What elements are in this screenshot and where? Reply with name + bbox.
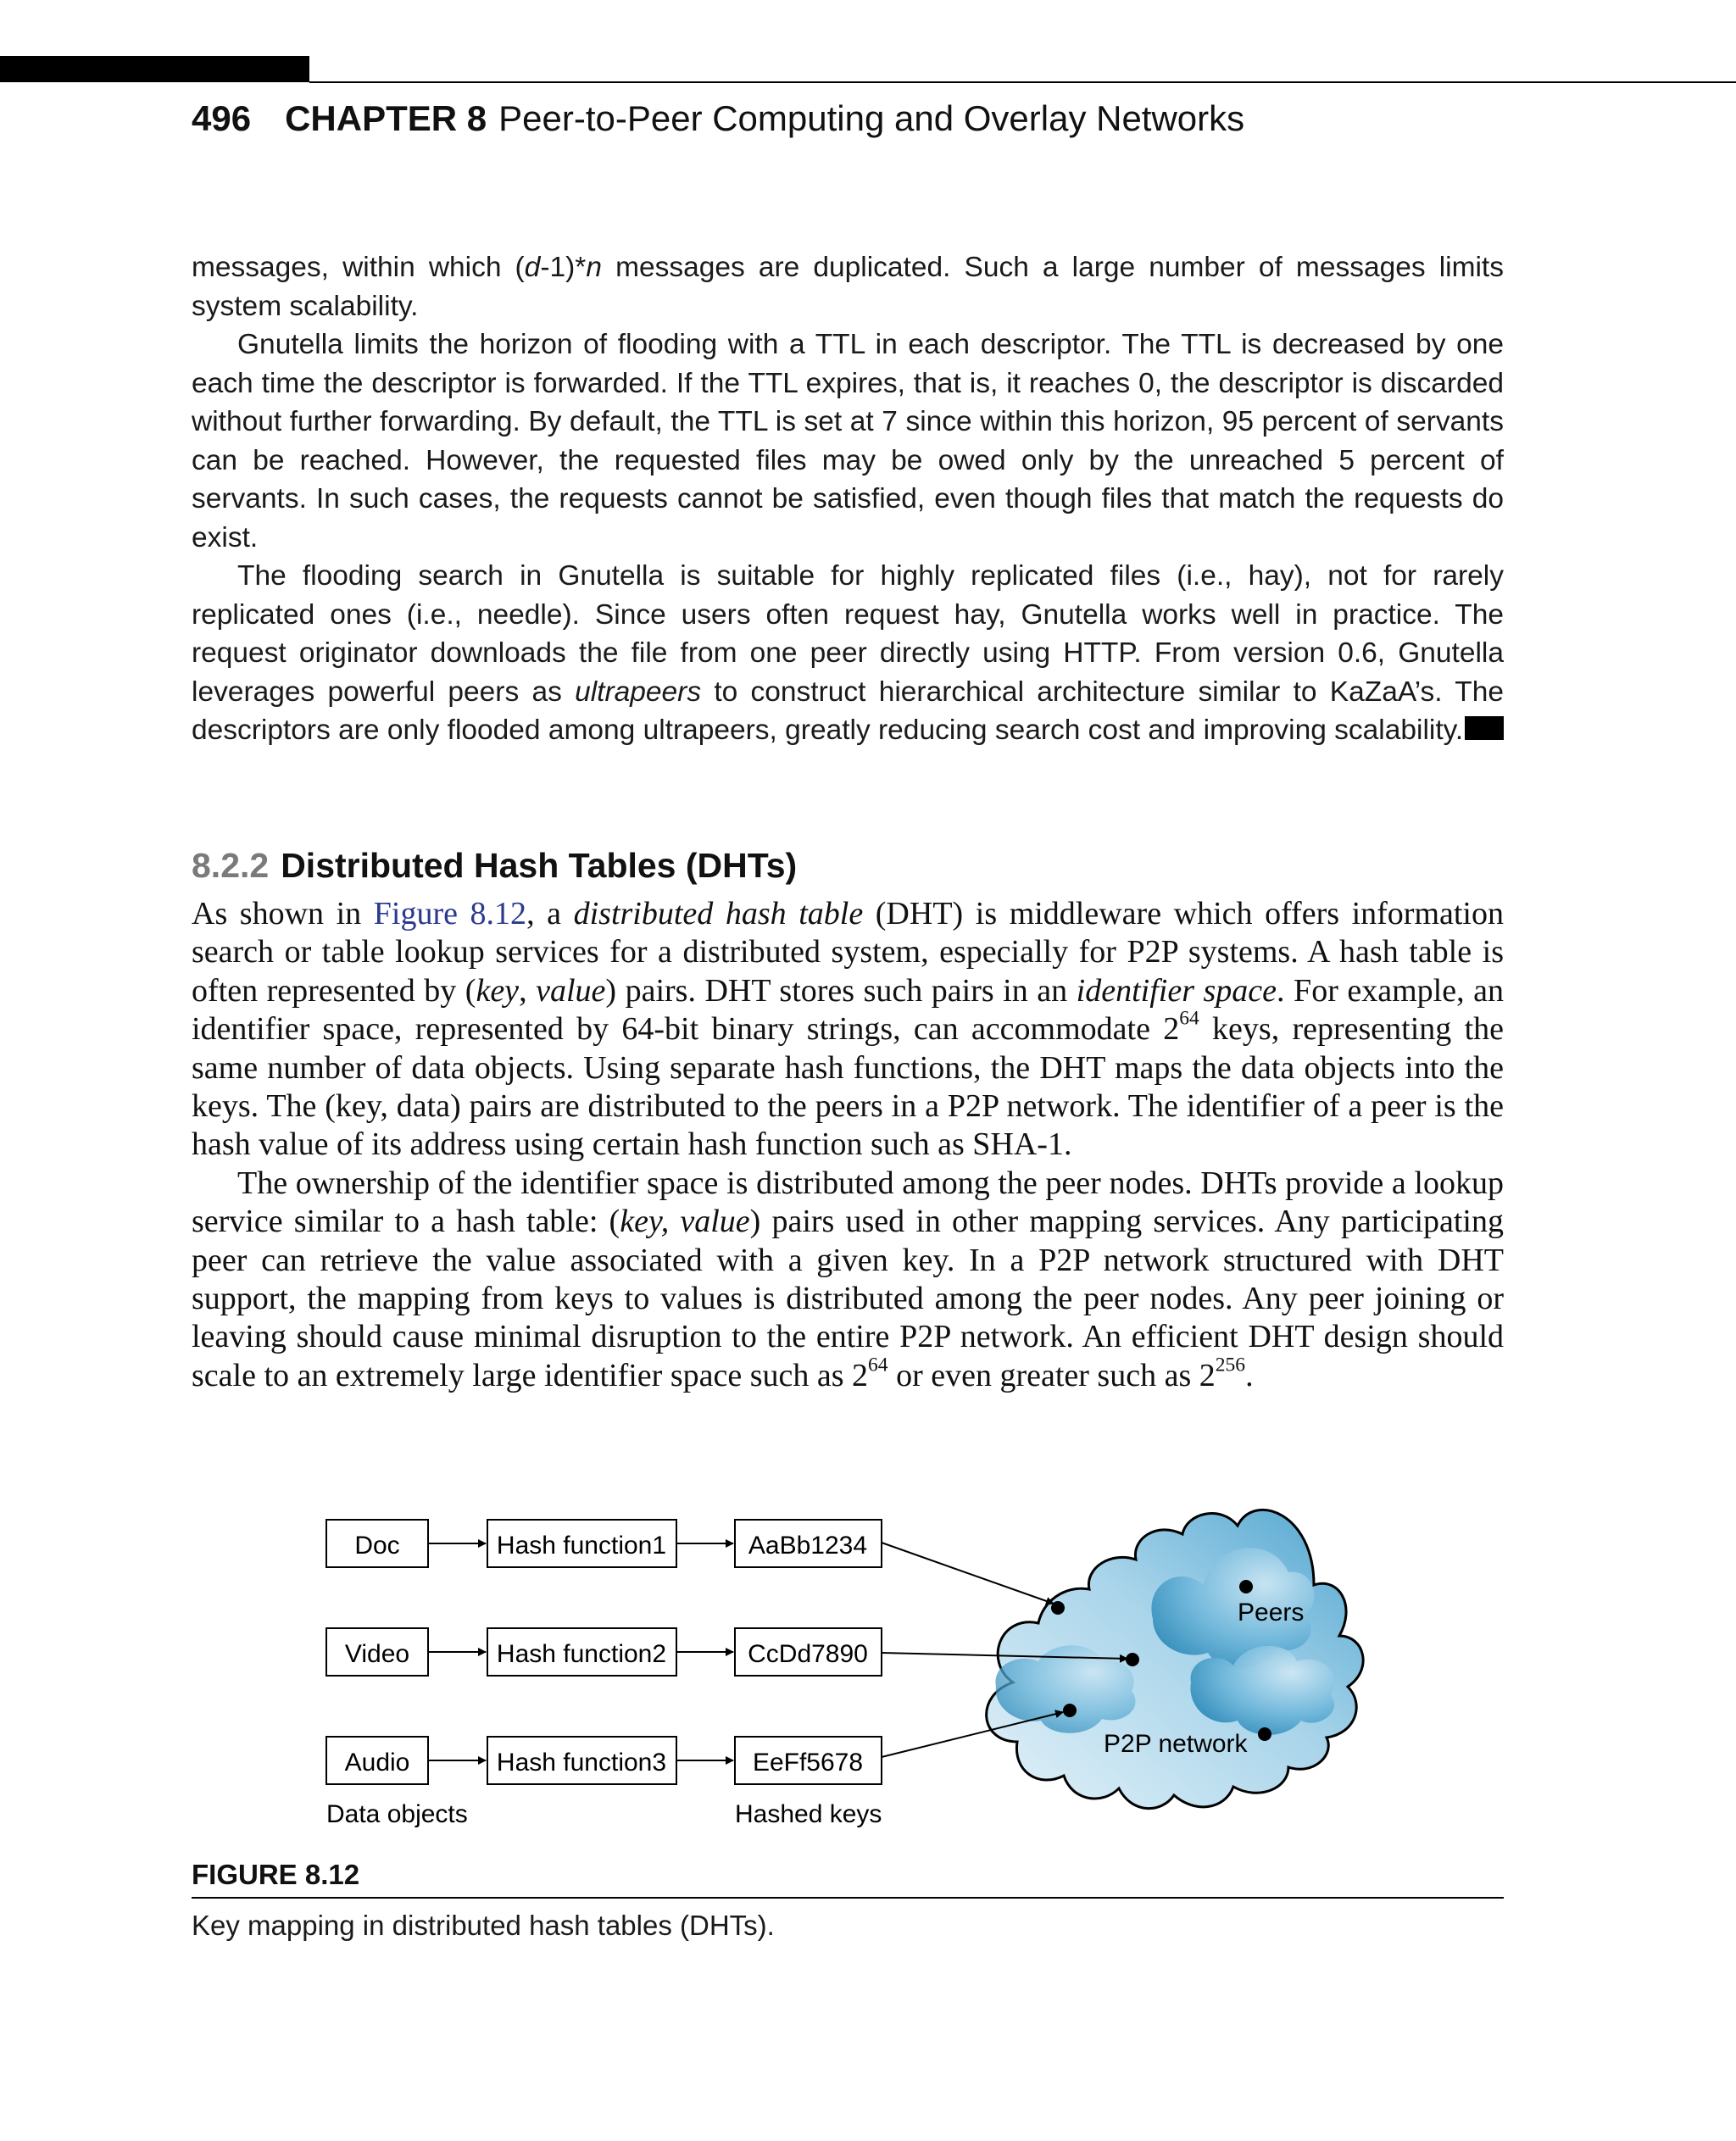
header-black-bar (0, 56, 309, 82)
chapter-title: Peer-to-Peer Computing and Overlay Networks (498, 98, 1245, 138)
peer-dot (1258, 1727, 1271, 1741)
emphasis-identifier-space: identifier space (1076, 972, 1277, 1009)
label-key-1: AaBb1234 (748, 1532, 868, 1560)
label-video: Video (344, 1640, 410, 1668)
label-audio: Audio (344, 1749, 410, 1777)
intro-paragraph-2: Gnutella limits the horizon of flooding with a TTL in each descriptor. The TTL is decreased by one each time the descriptor is forwarded. If the TTL expires, that is, it reaches 0, the descriptor is discarded without further forwarding. By default, the TTL is set at 7 since within this horizon, 95 percent of servants can be reached. However, the requested files may be owed only by the unreached 5 percent of servants. In such cases, the requests cannot be satisfied, even though files that match the requests do exist. (192, 329, 1504, 553)
text-run: The ownership of the identifier space is distributed among the peer nodes. DHTs provide a lookup service similar to a hash table: ( (192, 1165, 1504, 1240)
text-run: As shown in (192, 896, 374, 931)
label-p2p-network: P2P network (1104, 1730, 1248, 1758)
intro-text (192, 248, 1504, 750)
text-run: keys, representing the same number of data objects. Using separate hash functions, the DHT maps the data objects into the keys. The (key, data) pairs are distributed to the peers in a P2P network. The identifier of a peer is the hash value of its address using certain hash function such as SHA-1. (192, 1011, 1504, 1163)
superscript: 64 (1179, 1007, 1199, 1030)
text-run: or even greater such as 2 (887, 1357, 1216, 1393)
figure-rule (192, 1897, 1504, 1899)
header-rule (309, 81, 1736, 83)
label-key-2: CcDd7890 (748, 1640, 868, 1668)
text-run: , a (526, 896, 574, 931)
text-run: -1)* (540, 252, 587, 283)
label-hashed-keys: Hashed keys (735, 1800, 882, 1828)
text-run: . For example, an identifier space, represented by 64-bit binary strings, can accommodate 2 (192, 972, 1504, 1048)
text-run: The flooding search in Gnutella is suitable for highly replicated files (i.e., hay), not for rarely replicated ones (i.e., needle). Since users often request hay, Gnutella works well in practice. The request originator downloads the file from one peer directly using HTTP. From version 0.6, Gnutella leverages powerful peers as (192, 560, 1504, 708)
text-run: messages, within which ( (192, 252, 525, 283)
emphasis-key-value: key, value (620, 1204, 750, 1240)
label-doc: Doc (354, 1532, 400, 1560)
superscript: 64 (868, 1354, 888, 1376)
figure-label: FIGURE 8.12 (192, 1859, 360, 1890)
text-run: messages are duplicated. Such a large number of messages limits system scalability. (192, 252, 1504, 322)
emphasis-key: key (476, 972, 520, 1009)
intro-paragraph-1 (192, 248, 1504, 325)
figure-caption: Key mapping in distributed hash tables (DHTs). (192, 1910, 775, 1941)
arrow-key1-to-peer (882, 1543, 1054, 1604)
text-run: to construct hierarchical architecture similar to KaZaA’s. The descriptors are only flooded among ultrapeers, greatly reducing search cost and improving scalability. (192, 676, 1504, 746)
emphasis-dht: distributed hash table (573, 896, 864, 931)
peer-dot (1063, 1704, 1077, 1717)
text-run: (DHT) is middleware which offers information search or table lookup services for a distributed system, especially for P2P systems. A hash table is often represented by ( (192, 896, 1504, 1009)
label-data-objects: Data objects (326, 1800, 468, 1828)
intro-paragraph-3 (192, 557, 1504, 750)
label-hash-function1: Hash function1 (496, 1532, 667, 1560)
text-run: ) pairs used in other mapping services. Any participating peer can retrieve the value associated with a given key. In a P2P network structured with DHT support, the mapping from keys to values is distributed among the peer nodes. Any peer joining or leaving should cause minimal disruption to the entire P2P network. An efficient DHT design should scale to an extremely large identifier space such as 2 (192, 1204, 1504, 1393)
label-key-3: EeFf5678 (752, 1749, 864, 1777)
var-n: n (586, 252, 602, 283)
label-hash-function2: Hash function2 (496, 1640, 667, 1668)
body-paragraph-1 (192, 895, 1504, 1165)
peer-dot (1126, 1653, 1139, 1666)
label-hash-function3: Hash function3 (496, 1749, 667, 1777)
peer-dot (1239, 1580, 1253, 1593)
emphasis-ultrapeers: ultrapeers (575, 676, 702, 708)
text-run: , (519, 972, 537, 1009)
running-head (192, 95, 1244, 142)
section-number: 8.2.2 (192, 846, 270, 885)
section-title: Distributed Hash Tables (DHTs) (281, 846, 798, 885)
emphasis-value: value (536, 972, 606, 1009)
end-of-section-mark (1465, 716, 1504, 740)
section-heading (192, 842, 797, 889)
text-run: ) pairs. DHT stores such pairs in an (605, 972, 1077, 1009)
superscript: 256 (1215, 1354, 1246, 1376)
dht-figure (0, 1492, 1736, 1848)
peer-dot (1051, 1601, 1065, 1615)
body-text (192, 895, 1504, 1395)
var-d: d (524, 252, 541, 283)
chapter-label: CHAPTER 8 (285, 98, 487, 138)
label-peers: Peers (1238, 1599, 1305, 1627)
page-number: 496 (192, 98, 252, 138)
text-run: . (1245, 1357, 1254, 1393)
body-paragraph-2 (192, 1165, 1504, 1395)
figure-reference-link[interactable]: Figure 8.12 (373, 896, 527, 931)
p2p-network-cloud (987, 1510, 1363, 1808)
